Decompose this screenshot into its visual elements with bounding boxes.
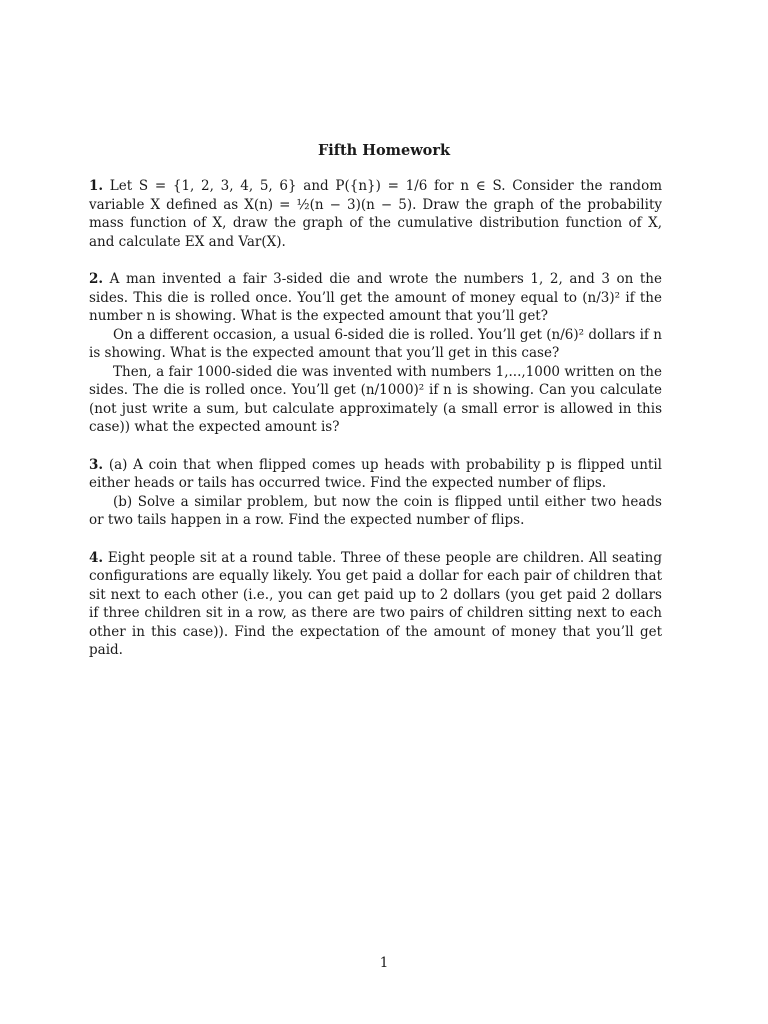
problem-4-number: 4.	[89, 549, 104, 566]
problem-2-paragraph-1	[89, 270, 662, 326]
problem-1-text-1: Let S = {1, 2, 3, 4, 5, 6} and P({n}) = 1/6 for n ∈ S. Consider the random variable X defined as X(n) = ½(n − 3)(n − 5). Draw the graph of the probability mass function of X, draw the graph of the cumulative distribution function of X, and calculate EX and Var(X).	[89, 178, 662, 250]
problem-1-number: 1.	[89, 178, 104, 194]
problem-4-text-1: Eight people sit at a round table. Three of these people are children. All seating configurations are equally likely. You get paid a dollar for each pair of children that sit next to each other (i.e., you can get paid up to 2 dollars (you get paid 2 dollars if three children sit in a row, as there are two pairs of children sitting next to each other in this case)). Find the expectation of the amount of money that you’ll get paid.	[89, 549, 662, 658]
problem-2-paragraph-3: Then, a fair 1000-sided die was invented with numbers 1,...,1000 written on the sides. The die is rolled once. You’ll get (n/1000)² if n is showing. Can you calculate (not just write a sum, but calculate approximately (a small error is allowed in this case)) what the expected amount is?	[89, 363, 662, 435]
page-number: 1	[379, 955, 389, 971]
problem-3-paragraph-1	[89, 456, 662, 493]
problem-1	[89, 177, 662, 251]
problem-1-paragraph-1	[89, 177, 662, 251]
page-title: Fifth Homework	[317, 142, 451, 159]
problem-3-paragraph-2: (b) Solve a similar problem, but now the coin is flipped until either two heads or two tails happen in a row. Find the expected number of flips.	[89, 493, 662, 528]
problem-2-text-1: A man invented a fair 3-sided die and wrote the numbers 1, 2, and 3 on the sides. This die is rolled once. You’ll get the amount of money equal to (n/3)² if the number n is showing. What is the expected amount that you’ll get?	[89, 271, 662, 324]
problem-3	[89, 456, 662, 530]
problem-4-paragraph-1	[89, 549, 662, 660]
problem-3-text-1: (a) A coin that when flipped comes up heads with probability p is flipped until either heads or tails has occurred twice. Find the expected number of flips.	[89, 456, 662, 491]
problem-2-number: 2.	[89, 271, 104, 287]
problem-3-number: 3.	[89, 456, 104, 473]
problem-4	[89, 549, 662, 660]
problem-list	[89, 177, 662, 679]
problem-2-paragraph-2: On a different occasion, a usual 6-sided die is rolled. You’ll get (n/6)² dollars if n is showing. What is the expected amount that you’ll get in this case?	[89, 326, 662, 361]
problem-2	[89, 270, 662, 437]
